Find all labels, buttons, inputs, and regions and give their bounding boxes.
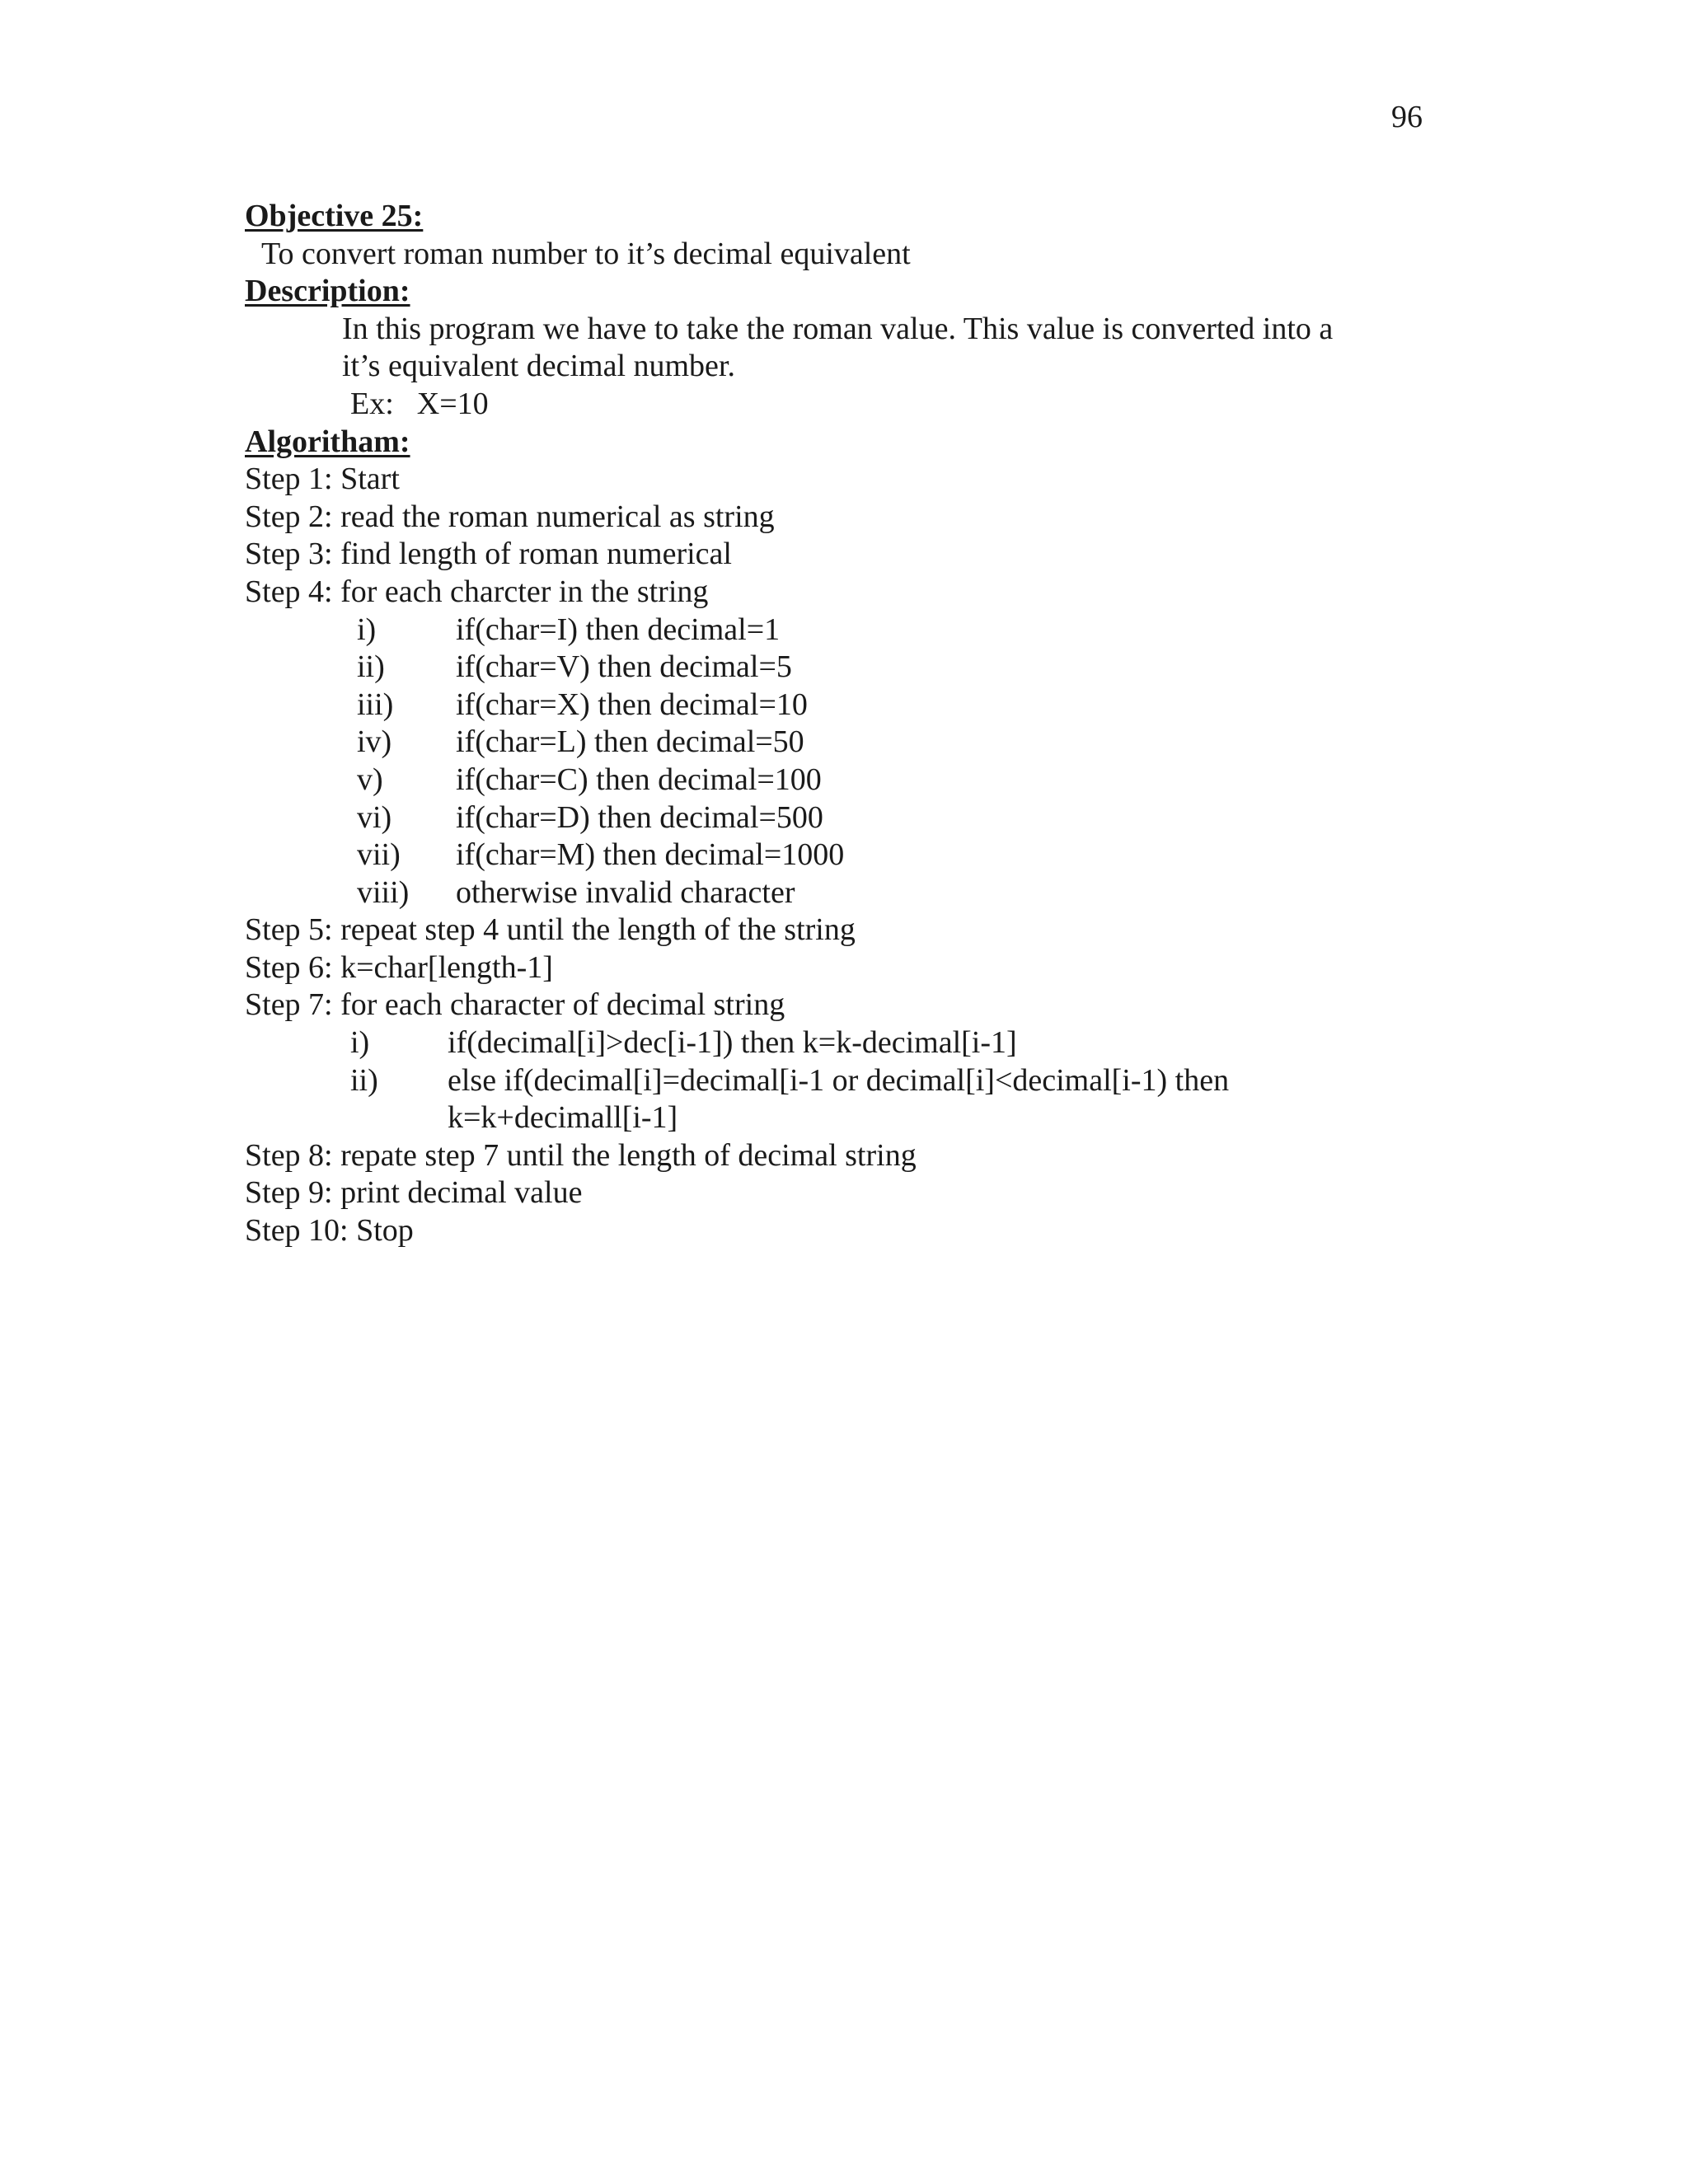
algorithm-step: Step 1: Start xyxy=(245,462,400,497)
substep-number: i) xyxy=(357,612,377,647)
substep-continuation: k=k+decimall[i-1] xyxy=(448,1100,678,1136)
substep xyxy=(245,687,1440,724)
substep xyxy=(245,612,1440,649)
substep-number: viii) xyxy=(357,874,410,910)
substep-text: if(char=X) then decimal=10 xyxy=(456,687,808,722)
substep-number: iii) xyxy=(357,687,394,722)
substep xyxy=(245,874,1440,912)
substep-number: vi) xyxy=(357,799,392,835)
substep-text: if(char=V) then decimal=5 xyxy=(456,649,792,685)
algorithm-step: Step 2: read the roman numerical as string xyxy=(245,499,775,534)
objective-text: To convert roman number to it’s decimal equivalent xyxy=(261,236,911,271)
substep xyxy=(245,1062,1440,1100)
substep-text: if(char=I) then decimal=1 xyxy=(456,612,781,647)
substep-number: ii) xyxy=(350,1062,378,1098)
substep-text: if(char=C) then decimal=100 xyxy=(456,762,822,797)
example-line xyxy=(245,386,1440,424)
substep xyxy=(245,1024,1440,1062)
substep xyxy=(245,724,1440,762)
substep-number: ii) xyxy=(357,649,385,685)
algorithm-step: Step 10: Stop xyxy=(245,1213,414,1249)
algorithm-heading: Algoritham: xyxy=(245,424,410,459)
substep xyxy=(245,762,1440,799)
algorithm-step: Step 8: repate step 7 until the length of decimal string xyxy=(245,1137,917,1173)
substep-text: if(char=L) then decimal=50 xyxy=(456,724,804,760)
algorithm-step: Step 3: find length of roman numerical xyxy=(245,537,732,572)
algorithm-step: Step 7: for each character of decimal string xyxy=(245,987,785,1023)
substep xyxy=(245,799,1440,837)
description-line: In this program we have to take the roman value. This value is converted into a xyxy=(342,311,1334,346)
substep-number: vii) xyxy=(357,837,401,873)
document-body xyxy=(245,198,1440,1250)
objective-heading: Objective 25: xyxy=(245,199,424,233)
algorithm-step: Step 9: print decimal value xyxy=(245,1175,583,1211)
substep-text: else if(decimal[i]=decimal[i-1 or decimal[i]<decimal[i-1) then xyxy=(448,1062,1230,1098)
substep-text: if(char=M) then decimal=1000 xyxy=(456,837,845,873)
algorithm-step: Step 6: k=char[length-1] xyxy=(245,949,553,985)
substep xyxy=(245,837,1440,874)
substep xyxy=(245,649,1440,687)
example-label: Ex: xyxy=(350,386,394,421)
algorithm-step: Step 5: repeat step 4 until the length of the string xyxy=(245,912,856,948)
substep-text: otherwise invalid character xyxy=(456,874,795,910)
substep-text: if(decimal[i]>dec[i-1]) then k=k-decimal[i-1] xyxy=(448,1025,1017,1061)
example-value: X=10 xyxy=(416,386,489,421)
description-heading: Description: xyxy=(245,274,410,309)
page-number: 96 xyxy=(1391,100,1423,134)
substep-text: if(char=D) then decimal=500 xyxy=(456,799,823,835)
description-line: it’s equivalent decimal number. xyxy=(342,349,735,384)
substep-number: i) xyxy=(350,1025,370,1061)
substep-number: iv) xyxy=(357,724,392,760)
algorithm-step: Step 4: for each charcter in the string xyxy=(245,574,709,609)
substep-number: v) xyxy=(357,762,383,797)
